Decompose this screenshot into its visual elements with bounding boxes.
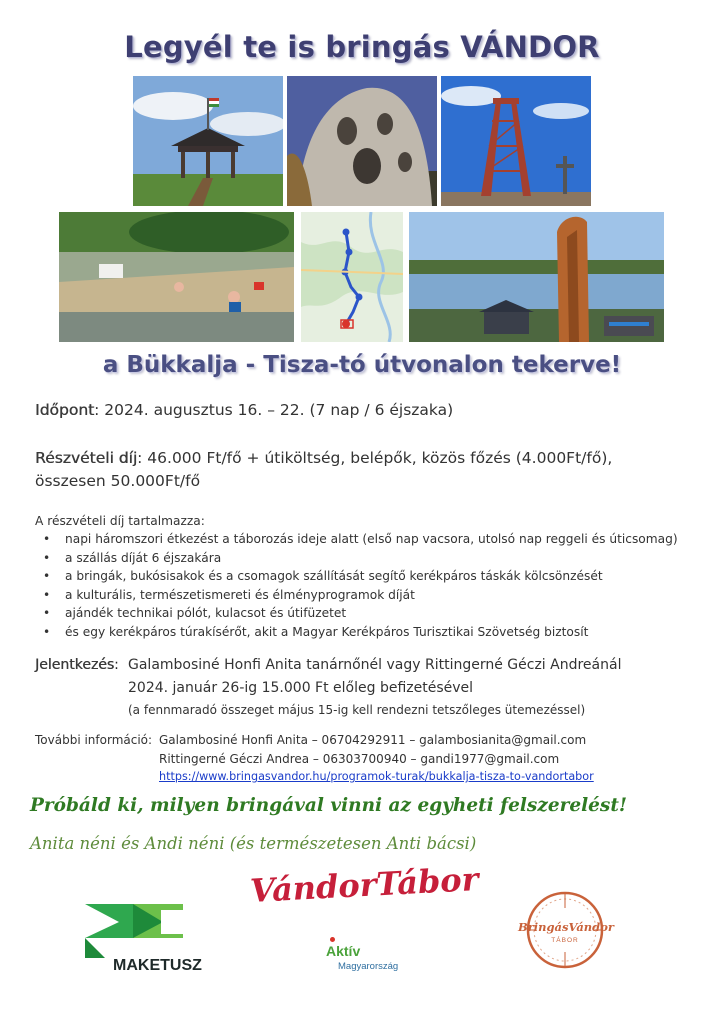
vandortabor-logo: VándorTábor [249,860,480,910]
photo-tisza-tower [409,212,664,342]
fee-label: Részvételi díj [35,449,138,467]
signature: Anita néni és Andi néni (és természetesen Anti bácsi) [30,834,477,853]
bringas-text: BringásVándor [518,920,614,934]
slogan: Próbáld ki, milyen bringával vinni az egyheti felszerelést! [30,795,627,816]
date-line [35,401,453,419]
fee-value: : 46.000 Ft/fő + útiköltség, belépők, közös főzés (4.000Ft/fő), [137,449,613,467]
aktiv-sub-text: Magyarország [338,961,399,972]
registration-line-1: Galambosiné Honfi Anita tanárnőnél vagy Rittingerné Géczi Andreánál [128,657,622,673]
list-item: • a bringák, bukósisakok és a csomagok szállítását segítő kerékpáros táskák kölcsönzését [35,567,695,586]
list-item: • és egy kerékpáros túrakísérőt, akit a Magyar Kerékpáros Turisztikai Szövetség biztosít [35,623,695,642]
info-label: További információ: [35,733,153,747]
date-value: : 2024. augusztus 16. – 22. (7 nap / 6 éjszaka) [94,401,454,419]
includes-list [35,530,695,641]
contact-andrea: Rittingerné Géczi Andrea – 06303700940 – gandi1977@gmail.com [159,752,560,766]
page-title: Legyél te is bringás VÁNDOR [124,30,600,64]
aktiv-magyarorszag-logo [326,943,416,979]
page-subtitle: a Bükkalja - Tisza-tó útvonalon tekerve! [102,352,622,378]
photo-route-map [301,212,403,342]
photo-lookout-tower [441,76,591,206]
bringas-sub-text: TÁBOR [551,937,579,944]
list-item: • napi háromszori étkezést a táborozás ideje alatt (első nap vacsora, utolsó nap reggeli és úticsomag) [35,530,695,549]
fee-line [35,449,612,467]
list-item: • a szállás díját 6 éjszakára [35,549,695,568]
contact-anita: Galambosiné Honfi Anita – 06704292911 – galambosianita@gmail.com [159,733,587,747]
registration-label-wrap [35,657,119,673]
aktiv-text: Aktív [326,943,361,959]
aktiv-dot-icon [330,937,335,942]
photo-gazebo [133,76,283,206]
date-label: Időpont [35,401,95,419]
registration-line-3: (a fennmaradó összeget május 15-ig kell rendezni tetszőleges ütemezéssel) [128,703,586,717]
bringas-vandor-logo [513,890,617,970]
registration-line-2: 2024. január 26-ig 15.000 Ft előleg befizetésével [128,680,474,696]
includes-heading: A részvételi díj tartalmazza: [35,514,205,528]
photo-rock-caves [287,76,437,206]
photo-lake-beach [59,212,294,342]
list-item: • ajándék technikai pólót, kulacsot és útifüzetet [35,604,695,623]
program-link[interactable]: https://www.bringasvandor.hu/programok-turak/bukkalja-tisza-to-vandortabor [159,770,594,783]
registration-label: Jelentkezés [35,657,115,673]
maketusz-text: MAKETUSZ [113,957,202,974]
fee-total: összesen 50.000Ft/fő [35,472,201,490]
maketusz-logo [83,902,218,982]
registration-colon: : [114,657,119,673]
list-item: • a kulturális, természetismereti és élményprogramok díját [35,586,695,605]
